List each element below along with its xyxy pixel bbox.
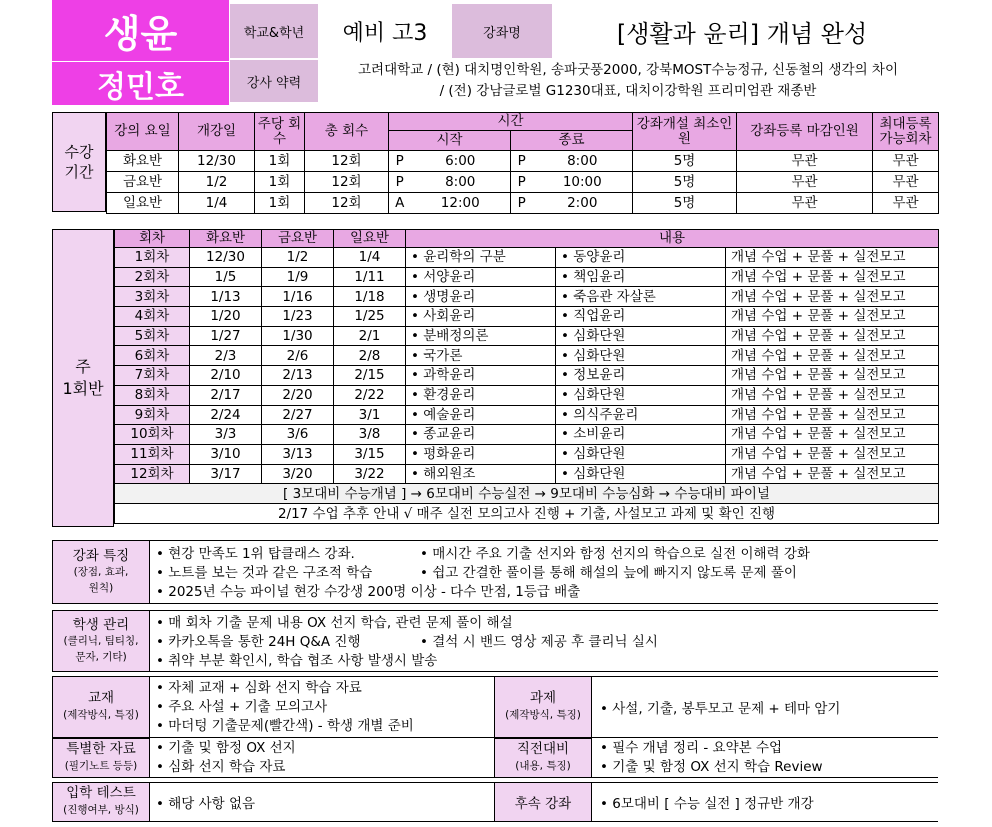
management-3: • 결석 시 밴드 영상 제공 후 클리닉 실시	[420, 634, 658, 650]
grade-value: 예비 고3	[342, 20, 428, 46]
schedule-cell-st: 6:00	[411, 151, 511, 172]
textbook-label: 교재 (제작방식, 특징)	[52, 676, 150, 738]
curriculum-cell-c2: • 심화단원	[556, 326, 726, 346]
curriculum-cell-s: 7회차	[115, 366, 190, 386]
career-label: 강사 약력	[230, 60, 318, 102]
schedule-cell-deadline: 무관	[737, 193, 873, 214]
schedule-row	[107, 193, 939, 214]
curriculum-cell-tue: 2/17	[190, 385, 262, 405]
curriculum-cell-tue: 2/24	[190, 405, 262, 425]
hdr-start-date: 개강일	[179, 113, 255, 151]
schedule-cell-day: 금요반	[107, 172, 179, 193]
schedule-cell-deadline: 무관	[737, 172, 873, 193]
curriculum-cell-tue: 3/3	[190, 425, 262, 445]
schedule-cell-ep: P	[511, 172, 533, 193]
career-line-2: / (전) 강남글로벌 G1230대표, 대치이강학원 프리미엄관 재종반	[439, 83, 817, 99]
test-content: • 해당 사항 없음	[150, 782, 494, 822]
curriculum-cell-c3: 개념 수업 + 문풀 + 실전모고	[726, 307, 939, 327]
hdr-min: 강좌개설 최소인원	[633, 113, 737, 151]
schedule-cell-et: 8:00	[533, 151, 633, 172]
materials-label: 특별한 자료 (필기노트 등등)	[52, 738, 150, 778]
career-text	[318, 60, 938, 102]
curriculum-cell-fri: 3/20	[262, 464, 334, 484]
curriculum-cell-fri: 2/20	[262, 385, 334, 405]
curriculum-cell-c2: • 직업윤리	[556, 307, 726, 327]
hdr-max-reg: 최대등록 가능회차	[873, 113, 939, 151]
followup-content: • 6모대비 [ 수능 실전 ] 정규반 개강	[592, 782, 938, 822]
schedule-cell-et: 2:00	[533, 193, 633, 214]
curriculum-cell-c3: 개념 수업 + 문풀 + 실전모고	[726, 425, 939, 445]
schedule-cell-maxreg: 무관	[873, 172, 939, 193]
hdr-total: 총 회수	[305, 113, 389, 151]
curriculum-cell-tue: 1/13	[190, 287, 262, 307]
curriculum-cell-tue: 1/20	[190, 307, 262, 327]
hdr-time: 시간	[389, 113, 633, 131]
prep-2: • 기출 및 함정 OX 선지 학습 Review	[600, 759, 823, 775]
feature-5: • 2025년 수능 파이널 현강 수강생 200명 이상 - 다수 만점, 1등급 배출	[156, 584, 581, 600]
curriculum-cell-fri: 3/13	[262, 444, 334, 464]
curriculum-row	[115, 267, 939, 287]
curriculum-row	[115, 346, 939, 366]
curriculum-cell-c3: 개념 수업 + 문풀 + 실전모고	[726, 287, 939, 307]
curriculum-cell-tue: 2/3	[190, 346, 262, 366]
feature-3: • 노트를 보는 것과 같은 구조적 학습	[156, 565, 373, 581]
notice-row: 2/17 수업 추후 안내 √ 매주 실전 모의고사 진행 + 기출, 사설모고 과제 및 확인 진행	[115, 504, 939, 524]
prep-label: 직전대비 (내용, 특징)	[494, 738, 592, 778]
curriculum-cell-fri: 2/27	[262, 405, 334, 425]
materials-2: • 심화 선지 학습 자료	[156, 759, 286, 775]
hdr-time-start: 시작	[389, 131, 511, 151]
management-content	[150, 610, 938, 672]
curriculum-cell-c2: • 의식주윤리	[556, 405, 726, 425]
curriculum-cell-c1: • 분배정의론	[406, 326, 556, 346]
textbook-1: • 자체 교재 + 심화 선지 학습 자료	[156, 680, 362, 696]
curriculum-cell-c2: • 심화단원	[556, 346, 726, 366]
curriculum-cell-sun: 2/8	[334, 346, 406, 366]
curriculum-cell-tue: 2/10	[190, 366, 262, 386]
course-title: [생활과 윤리] 개념 완성	[616, 19, 868, 48]
schedule-cell-ep: P	[511, 193, 533, 214]
schedule-cell-min: 5명	[633, 172, 737, 193]
course-label: 강좌명	[452, 4, 552, 58]
curriculum-cell-c1: • 서양윤리	[406, 267, 556, 287]
curriculum-cell-tue: 3/10	[190, 444, 262, 464]
management-4: • 취약 부분 확인시, 학습 협조 사항 발생시 발송	[156, 653, 438, 669]
curriculum-cell-sun: 2/1	[334, 326, 406, 346]
curriculum-row	[115, 248, 939, 268]
schedule-cell-start: 1/4	[179, 193, 255, 214]
hdr-sun: 일요반	[334, 230, 406, 248]
schedule-cell-day: 일요반	[107, 193, 179, 214]
curriculum-cell-c3: 개념 수업 + 문풀 + 실전모고	[726, 346, 939, 366]
curriculum-cell-s: 1회차	[115, 248, 190, 268]
homework-content: • 사설, 기출, 봉투모고 문제 + 테마 암기	[592, 676, 938, 738]
teacher-name-banner: 정민호	[52, 61, 229, 105]
hdr-fri: 금요반	[262, 230, 334, 248]
schedule-cell-et: 10:00	[533, 172, 633, 193]
curriculum-cell-s: 2회차	[115, 267, 190, 287]
curriculum-row	[115, 287, 939, 307]
curriculum-cell-fri: 3/6	[262, 425, 334, 445]
curriculum-row	[115, 307, 939, 327]
schedule-cell-min: 5명	[633, 193, 737, 214]
schedule-cell-sp: A	[389, 193, 411, 214]
curriculum-cell-c1: • 평화윤리	[406, 444, 556, 464]
test-label: 입학 테스트 (진행여부, 방식)	[52, 782, 150, 822]
curriculum-cell-c3: 개념 수업 + 문풀 + 실전모고	[726, 326, 939, 346]
schedule-cell-deadline: 무관	[737, 151, 873, 172]
curriculum-cell-c1: • 윤리학의 구분	[406, 248, 556, 268]
curriculum-cell-tue: 1/5	[190, 267, 262, 287]
textbook-content	[150, 676, 494, 738]
curriculum-cell-sun: 1/4	[334, 248, 406, 268]
schedule-cell-weekly: 1회	[255, 193, 305, 214]
schedule-cell-weekly: 1회	[255, 151, 305, 172]
curriculum-cell-fri: 1/30	[262, 326, 334, 346]
textbook-3: • 마더텅 기출문제(빨간색) - 학생 개별 준비	[156, 718, 414, 734]
curriculum-row	[115, 366, 939, 386]
schedule-row	[107, 172, 939, 193]
curriculum-table	[114, 229, 939, 524]
hdr-session: 회차	[115, 230, 190, 248]
curriculum-cell-sun: 1/18	[334, 287, 406, 307]
curriculum-cell-c1: • 해외원조	[406, 464, 556, 484]
curriculum-cell-sun: 3/8	[334, 425, 406, 445]
hdr-tue: 화요반	[190, 230, 262, 248]
curriculum-cell-c2: • 소비윤리	[556, 425, 726, 445]
curriculum-cell-fri: 1/9	[262, 267, 334, 287]
curriculum-cell-c2: • 죽음관 자살론	[556, 287, 726, 307]
followup-label: 후속 강좌	[494, 782, 592, 822]
feature-1: • 현강 만족도 1위 탑클래스 강좌.	[156, 546, 355, 562]
management-2: • 카카오톡을 통한 24H Q&A 진행	[156, 634, 361, 650]
curriculum-cell-c3: 개념 수업 + 문풀 + 실전모고	[726, 405, 939, 425]
schedule-cell-maxreg: 무관	[873, 193, 939, 214]
schedule-cell-st: 8:00	[411, 172, 511, 193]
textbook-2: • 주요 사설 + 기출 모의고사	[156, 699, 328, 715]
schedule-cell-sp: P	[389, 172, 411, 193]
curriculum-cell-s: 11회차	[115, 444, 190, 464]
schedule-section-label: 수강 기간	[52, 112, 106, 212]
hdr-deadline: 강좌등록 마감인원	[737, 113, 873, 151]
curriculum-cell-tue: 3/17	[190, 464, 262, 484]
management-label: 학생 관리 (클리닉, 팀티칭, 문자, 기타)	[52, 610, 150, 672]
schedule-cell-total: 12회	[305, 193, 389, 214]
curriculum-cell-c1: • 환경윤리	[406, 385, 556, 405]
curriculum-cell-c1: • 국가론	[406, 346, 556, 366]
hdr-weekly: 주당 회수	[255, 113, 305, 151]
schedule-cell-sp: P	[389, 151, 411, 172]
curriculum-cell-s: 6회차	[115, 346, 190, 366]
grade-label: 학교&학년	[230, 4, 318, 58]
curriculum-cell-fri: 1/23	[262, 307, 334, 327]
features-label: 강좌 특징 (장점, 효과, 원칙)	[52, 540, 150, 604]
schedule-cell-total: 12회	[305, 172, 389, 193]
curriculum-row	[115, 444, 939, 464]
curriculum-cell-c2: • 동양윤리	[556, 248, 726, 268]
prep-content	[592, 738, 938, 778]
curriculum-cell-c1: • 예술윤리	[406, 405, 556, 425]
curriculum-cell-c3: 개념 수업 + 문풀 + 실전모고	[726, 464, 939, 484]
curriculum-cell-sun: 2/15	[334, 366, 406, 386]
curriculum-cell-c2: • 정보윤리	[556, 366, 726, 386]
curriculum-cell-c2: • 심화단원	[556, 444, 726, 464]
curriculum-cell-fri: 1/2	[262, 248, 334, 268]
homework-label: 과제 (제작방식, 특징)	[494, 676, 592, 738]
features-content	[150, 540, 938, 604]
curriculum-cell-fri: 2/13	[262, 366, 334, 386]
schedule-cell-start: 12/30	[179, 151, 255, 172]
curriculum-cell-c2: • 심화단원	[556, 385, 726, 405]
schedule-row	[107, 151, 939, 172]
curriculum-cell-sun: 2/22	[334, 385, 406, 405]
curriculum-cell-sun: 1/25	[334, 307, 406, 327]
curriculum-cell-fri: 2/6	[262, 346, 334, 366]
schedule-cell-start: 1/2	[179, 172, 255, 193]
curriculum-cell-s: 4회차	[115, 307, 190, 327]
feature-4: • 쉽고 간결한 풀이를 통해 해설의 늪에 빠지지 않도록 문제 풀이	[420, 565, 797, 581]
schedule-cell-st: 12:00	[411, 193, 511, 214]
materials-1: • 기출 및 함정 OX 선지	[156, 740, 296, 756]
curriculum-cell-c3: 개념 수업 + 문풀 + 실전모고	[726, 385, 939, 405]
schedule-table	[106, 112, 939, 214]
curriculum-cell-c1: • 과학윤리	[406, 366, 556, 386]
curriculum-cell-s: 3회차	[115, 287, 190, 307]
curriculum-cell-tue: 12/30	[190, 248, 262, 268]
curriculum-cell-sun: 3/22	[334, 464, 406, 484]
curriculum-cell-c3: 개념 수업 + 문풀 + 실전모고	[726, 366, 939, 386]
hdr-time-end: 종료	[511, 131, 633, 151]
management-1: • 매 회차 기출 문제 내용 OX 선지 학습, 관련 문제 풀이 해설	[156, 615, 513, 631]
subject-banner: 생윤	[52, 0, 229, 61]
curriculum-cell-s: 9회차	[115, 405, 190, 425]
curriculum-cell-sun: 3/15	[334, 444, 406, 464]
curriculum-row	[115, 425, 939, 445]
schedule-cell-day: 화요반	[107, 151, 179, 172]
materials-content	[150, 738, 494, 778]
curriculum-cell-c1: • 생명윤리	[406, 287, 556, 307]
curriculum-cell-c3: 개념 수업 + 문풀 + 실전모고	[726, 267, 939, 287]
schedule-cell-ep: P	[511, 151, 533, 172]
curriculum-cell-c1: • 종교윤리	[406, 425, 556, 445]
curriculum-cell-c2: • 책임윤리	[556, 267, 726, 287]
curriculum-row	[115, 385, 939, 405]
curriculum-cell-s: 8회차	[115, 385, 190, 405]
curriculum-cell-c3: 개념 수업 + 문풀 + 실전모고	[726, 444, 939, 464]
schedule-cell-total: 12회	[305, 151, 389, 172]
schedule-cell-min: 5명	[633, 151, 737, 172]
curriculum-cell-s: 5회차	[115, 326, 190, 346]
roadmap-row: [ 3모대비 수능개념 ] → 6모대비 수능실전 → 9모대비 수능심화 → 수능대비 파이널	[115, 484, 939, 504]
prep-1: • 필수 개념 정리 - 요약본 수업	[600, 740, 783, 756]
hdr-content: 내용	[406, 230, 939, 248]
curriculum-cell-sun: 1/11	[334, 267, 406, 287]
curriculum-cell-s: 12회차	[115, 464, 190, 484]
curriculum-cell-sun: 3/1	[334, 405, 406, 425]
curriculum-row	[115, 405, 939, 425]
curriculum-cell-c3: 개념 수업 + 문풀 + 실전모고	[726, 248, 939, 268]
curriculum-row	[115, 464, 939, 484]
curriculum-cell-c2: • 심화단원	[556, 464, 726, 484]
curriculum-row	[115, 326, 939, 346]
hdr-day: 강의 요일	[107, 113, 179, 151]
curriculum-section-label: 주 1회반	[52, 229, 114, 527]
curriculum-cell-s: 10회차	[115, 425, 190, 445]
feature-2: • 매시간 주요 기출 선지와 함정 선지의 학습으로 실전 이해력 강화	[420, 546, 810, 562]
schedule-cell-maxreg: 무관	[873, 151, 939, 172]
schedule-cell-weekly: 1회	[255, 172, 305, 193]
curriculum-cell-fri: 1/16	[262, 287, 334, 307]
career-line-1: 고려대학교 / (현) 대치명인학원, 송파굿풍2000, 강북MOST수능정규, 신동철의 생각의 차이	[357, 62, 898, 78]
curriculum-cell-tue: 1/27	[190, 326, 262, 346]
curriculum-cell-c1: • 사회윤리	[406, 307, 556, 327]
